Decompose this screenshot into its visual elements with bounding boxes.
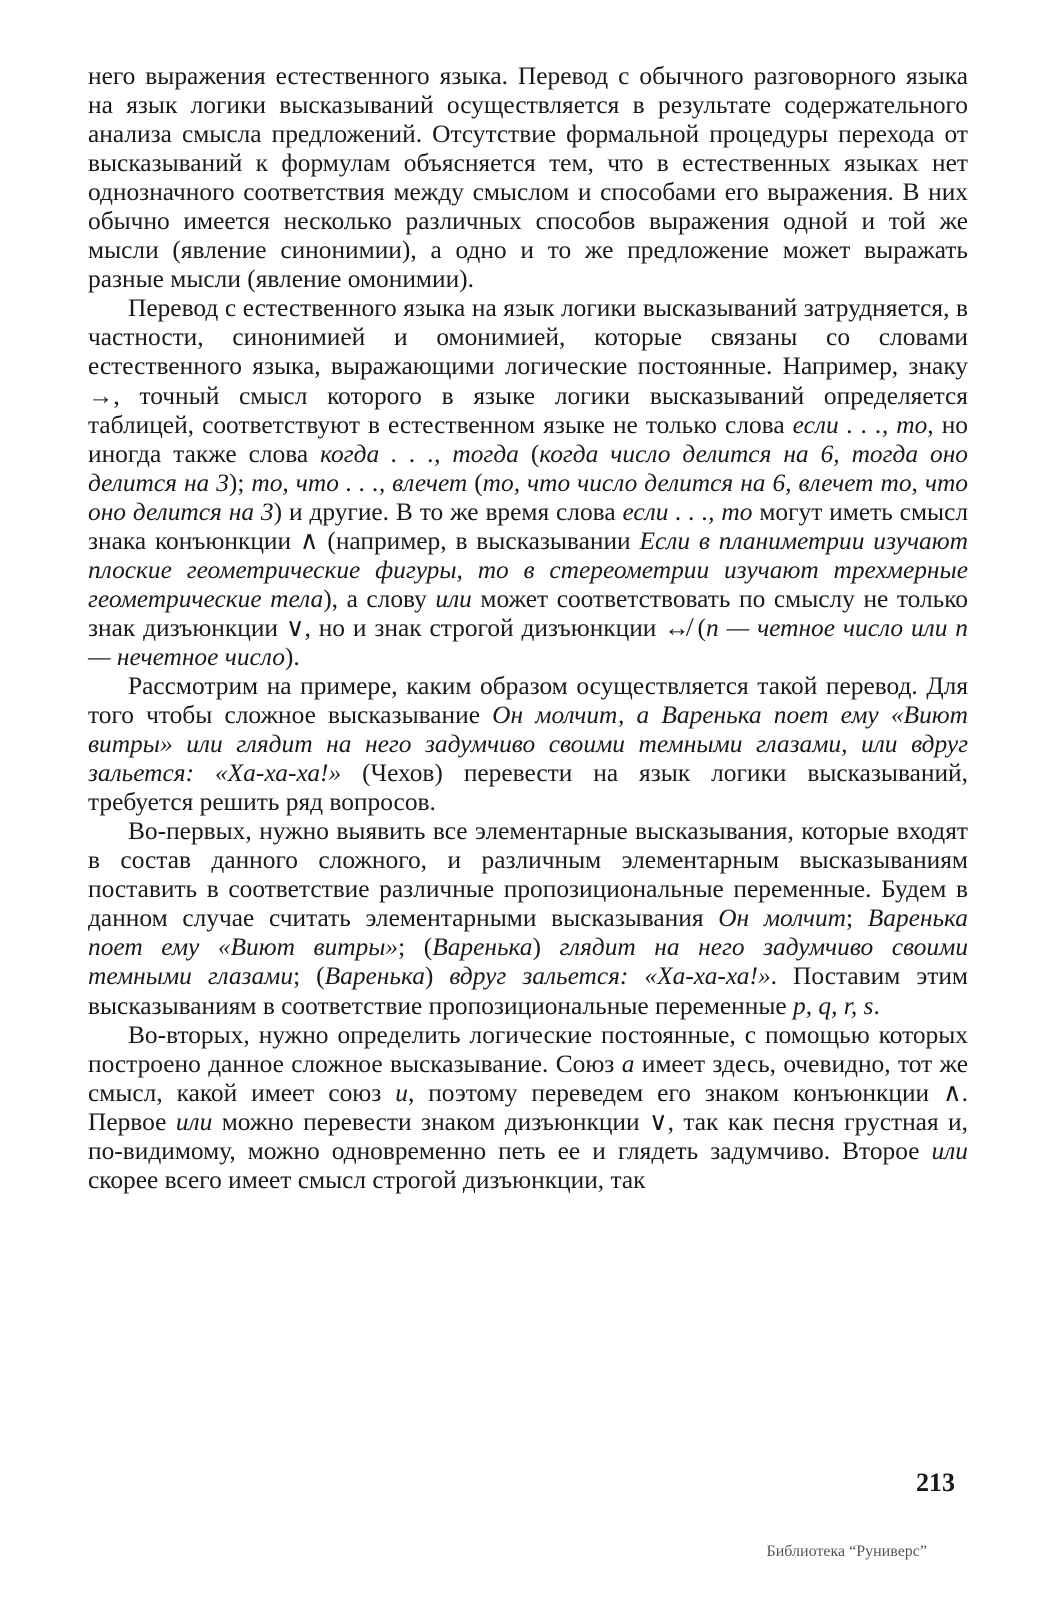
italic-text-segment: а — [621, 1049, 635, 1078]
text-segment: могут иметь смысл знака конъюнкции ∧ (например, в высказывании — [88, 497, 969, 555]
paragraph-4 — [88, 817, 968, 1020]
italic-text-segment: n — четное число или n — нечетное число — [88, 613, 968, 671]
text-segment: Во-первых, нужно выявить все элементарные высказывания, которые входят в состав данного сложного, и различным элементарным высказываниям поставить в соответствие различные пропозициональные переменные. Будем в данном случае считать элементарными высказывания — [88, 817, 968, 933]
paragraph-1 — [88, 62, 968, 294]
text-segment: Перевод с естественного языка на язык логики высказываний затрудняется, в частности, синонимией и омонимией, которые связаны со словами естественного языка, выражающими логические постоянные. Например, знаку →, точный смысл которого в языке логики высказываний определяется таблицей, соответствуют в естественном языке не только слова — [88, 294, 968, 439]
text-segment: ) — [532, 933, 560, 962]
text-segment: Во-вторых, нужно определить логические постоянные, с помощью которых построено данное сложное высказывание. Союз — [88, 1020, 968, 1078]
italic-text-segment: если . . ., то — [622, 497, 753, 526]
text-segment: скорее всего имеет смысл строгой дизъюнкции, так — [88, 1165, 646, 1194]
text-segment: ; — [845, 904, 868, 933]
page-body — [88, 62, 968, 1195]
text-segment: него выражения естественного языка. Перевод с обычного разговорного языка на язык логики высказываний осуществляется в результате содержательного анализа смысла предложений. Отсутствие формальной процедуры перехода от высказываний к формулам объясняется тем, что в естественных языках нет однозначного соответствия между смыслом и способами его выражения. В них обычно имеется несколько различных способов выражения одной и той же мысли (явление синонимии), а одно и то же предложение может выражать разные мысли (явление омонимии). — [88, 62, 968, 294]
text-segment: ). — [284, 642, 300, 671]
text-segment: Рассмотрим на примере, каким образом осуществляется такой перевод. Для того чтобы сложное высказывание — [88, 671, 968, 730]
italic-text-segment: и — [395, 1078, 408, 1107]
text-segment: ), а слову — [323, 584, 436, 613]
italic-text-segment: Он молчит, а Варенька поет ему «Виют витры» или глядит на него задумчиво своими темными глазами, или вдруг зальется: «Ха-ха-ха!» — [88, 701, 968, 788]
library-watermark: Библиотека “Руниверс” — [766, 1543, 927, 1560]
italic-text-segment: вдруг зальется: «Ха-ха-ха!» — [449, 962, 771, 991]
text-segment: может соответствовать по смыслу не только знак дизъюнкции ∨, но и знак строгой дизъюнкции ↮ ( — [88, 584, 968, 642]
italic-text-segment: или — [175, 1107, 213, 1136]
text-segment: . — [873, 991, 880, 1020]
italic-text-segment: Варенька поет ему «Виют витры» — [88, 904, 968, 962]
text-segment: , поэтому переведем его знаком конъюнкции ∧. Первое — [88, 1078, 968, 1136]
text-segment: ) — [424, 962, 450, 991]
italic-text-segment: когда . . ., тогда — [320, 439, 519, 468]
text-segment: ) и другие. В то же время слова — [273, 497, 623, 526]
text-segment: можно перевести знаком дизъюнкции ∨, так как песня грустная и, по-видимому, можно одновременно петь ее и глядеть задумчиво. Второе — [88, 1107, 968, 1165]
italic-text-segment: Если в планиметрии изучают плоские геометрические фигуры, то в стереометрии изучают трехмерные геометрические тела — [88, 526, 968, 613]
text-segment: ; ( — [398, 933, 433, 962]
paragraph-2 — [88, 294, 968, 672]
text-segment: ); — [228, 468, 252, 497]
text-segment: имеет здесь, очевидно, тот же смысл, какой имеет союз — [88, 1049, 969, 1107]
text-segment: (Чехов) перевести на язык логики высказываний, требуется решить ряд вопросов. — [88, 759, 968, 817]
italic-text-segment: когда число делится на 6, тогда оно делится на 3 — [88, 439, 968, 497]
italic-text-segment: то, что . . ., влечет — [251, 468, 468, 497]
italic-text-segment: или — [435, 584, 472, 613]
italic-text-segment: Варенька — [432, 933, 533, 962]
italic-text-segment: или — [931, 1136, 968, 1165]
page-number: 213 — [916, 1468, 955, 1497]
paragraph-5 — [88, 1021, 968, 1195]
text-segment: ( — [518, 439, 540, 468]
text-segment: ; ( — [293, 962, 325, 991]
italic-text-segment: глядит на него задумчиво своими темными глазами — [88, 933, 969, 991]
text-segment: , но иногда также слова — [88, 410, 968, 468]
italic-text-segment: то, что число делится на 6, влечет то, что оно делится на 3 — [88, 468, 968, 526]
italic-text-segment: p, q, r, s — [793, 991, 874, 1020]
text-segment: ( — [467, 468, 483, 497]
text-segment: . Поставим этим высказываниям в соответствие пропозициональные переменные — [88, 962, 968, 1020]
italic-text-segment: Он молчит — [718, 904, 846, 933]
italic-text-segment: если . . ., то — [792, 410, 928, 439]
italic-text-segment: Варенька — [324, 962, 425, 991]
paragraph-3 — [88, 672, 968, 817]
